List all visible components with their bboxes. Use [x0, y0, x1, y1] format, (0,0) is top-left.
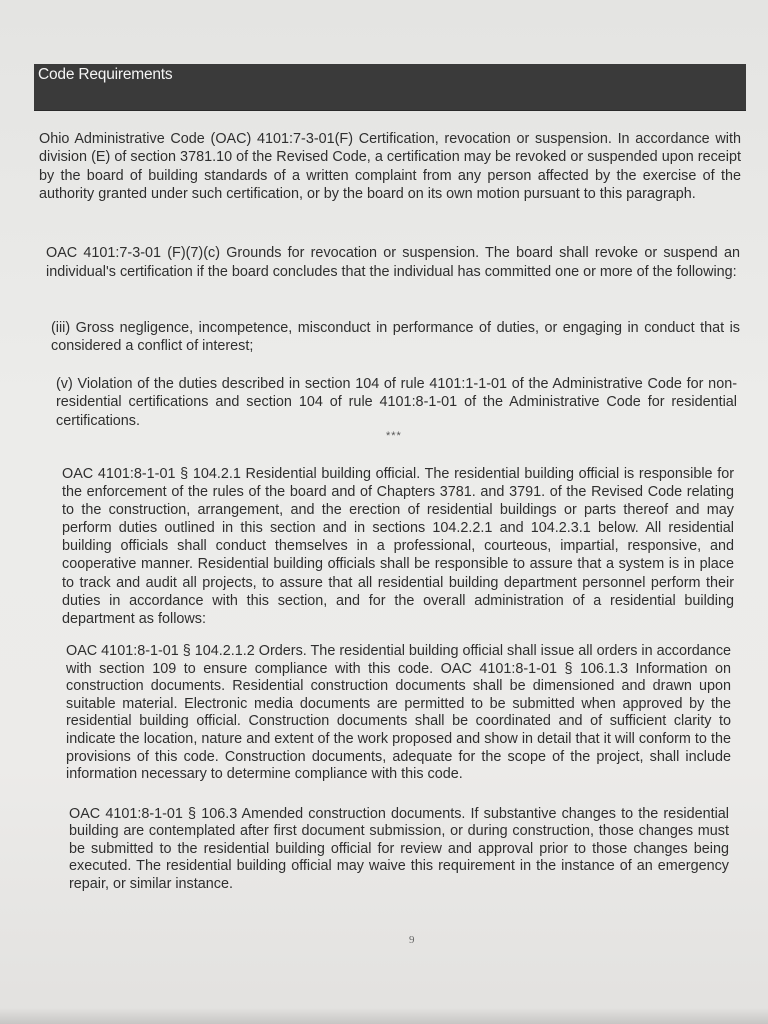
section-separator: *** [386, 430, 402, 442]
paragraph-amended-documents: OAC 4101:8-1-01 § 106.3 Amended construction documents. If substantive changes to the residential building are contemplated after first document submission, or during construction, those changes must be submitted to the residential building official for review and approval prior to those changes being executed. The residential building official may waive this requirement in the instance of an emergency repair, or similar instance. [69, 806, 729, 892]
paragraph-residential-building-official: OAC 4101:8-1-01 § 104.2.1 Residential building official. The residential building official is responsible for the enforcement of the rules of the board and of Chapters 3781. and 3791. of the Revised Code relating to the construction, arrangement, and the erection of residential buildings or parts thereof and may perform duties outlined in this section and in sections 104.2.2.1 and 104.2.3.1 below. All residential building officials shall conduct themselves in a professional, courteous, impartial, responsive, and cooperative manner. Residential building officials shall be responsible to assure that a system is in place to track and audit all projects, to assure that all residential building department personnel perform their duties in accordance with this section, and for the overall administration of a residential building department as follows: [62, 466, 734, 627]
paragraph-orders: OAC 4101:8-1-01 § 104.2.1.2 Orders. The residential building official shall issue all orders in accordance with section 109 to ensure compliance with this code. OAC 4101:8-1-01 § 106.1.3 Information on construction documents. Residential construction documents shall be dimensioned and drawn upon suitable material. Electronic media documents are permitted to be submitted when approved by the residential building official. Construction documents shall be coordinated and of sufficient clarity to indicate the location, nature and extent of the work proposed and show in detail that it will conform to the provisions of this code. Construction documents, adequate for the scope of the project, shall include information necessary to determine compliance with this code. [66, 643, 732, 783]
paragraph-item-v: (v) Violation of the duties described in section 104 of rule 4101:1-1-01 of the Administrative Code for non-residential certifications and section 104 of rule 4101:8-1-01 of the Administrative Code for residential certifications. [56, 376, 737, 429]
paragraph-item-iii: (iii) Gross negligence, incompetence, misconduct in performance of duties, or engaging in conduct that is considered a conflict of interest; [51, 320, 740, 355]
section-header-bar [34, 64, 746, 110]
section-title: Code Requirements [38, 66, 173, 83]
paragraph-grounds-for-revocation: OAC 4101:7-3-01 (F)(7)(c) Grounds for revocation or suspension. The board shall revoke or suspend an individual's certification if the board concludes that the individual has committed one or more of the following: [46, 245, 740, 280]
page-edge-shadow [0, 1008, 768, 1024]
paragraph-certification-revocation: Ohio Administrative Code (OAC) 4101:7-3-01(F) Certification, revocation or suspension. In accordance with division (E) of section 3781.10 of the Revised Code, a certification may be revoked or suspended upon receipt by the board of building standards of a written complaint from any person affected by the exercise of the authority granted under such certification, or by the board on its own motion pursuant to this paragraph. [39, 131, 741, 203]
page-number: 9 [409, 934, 415, 946]
